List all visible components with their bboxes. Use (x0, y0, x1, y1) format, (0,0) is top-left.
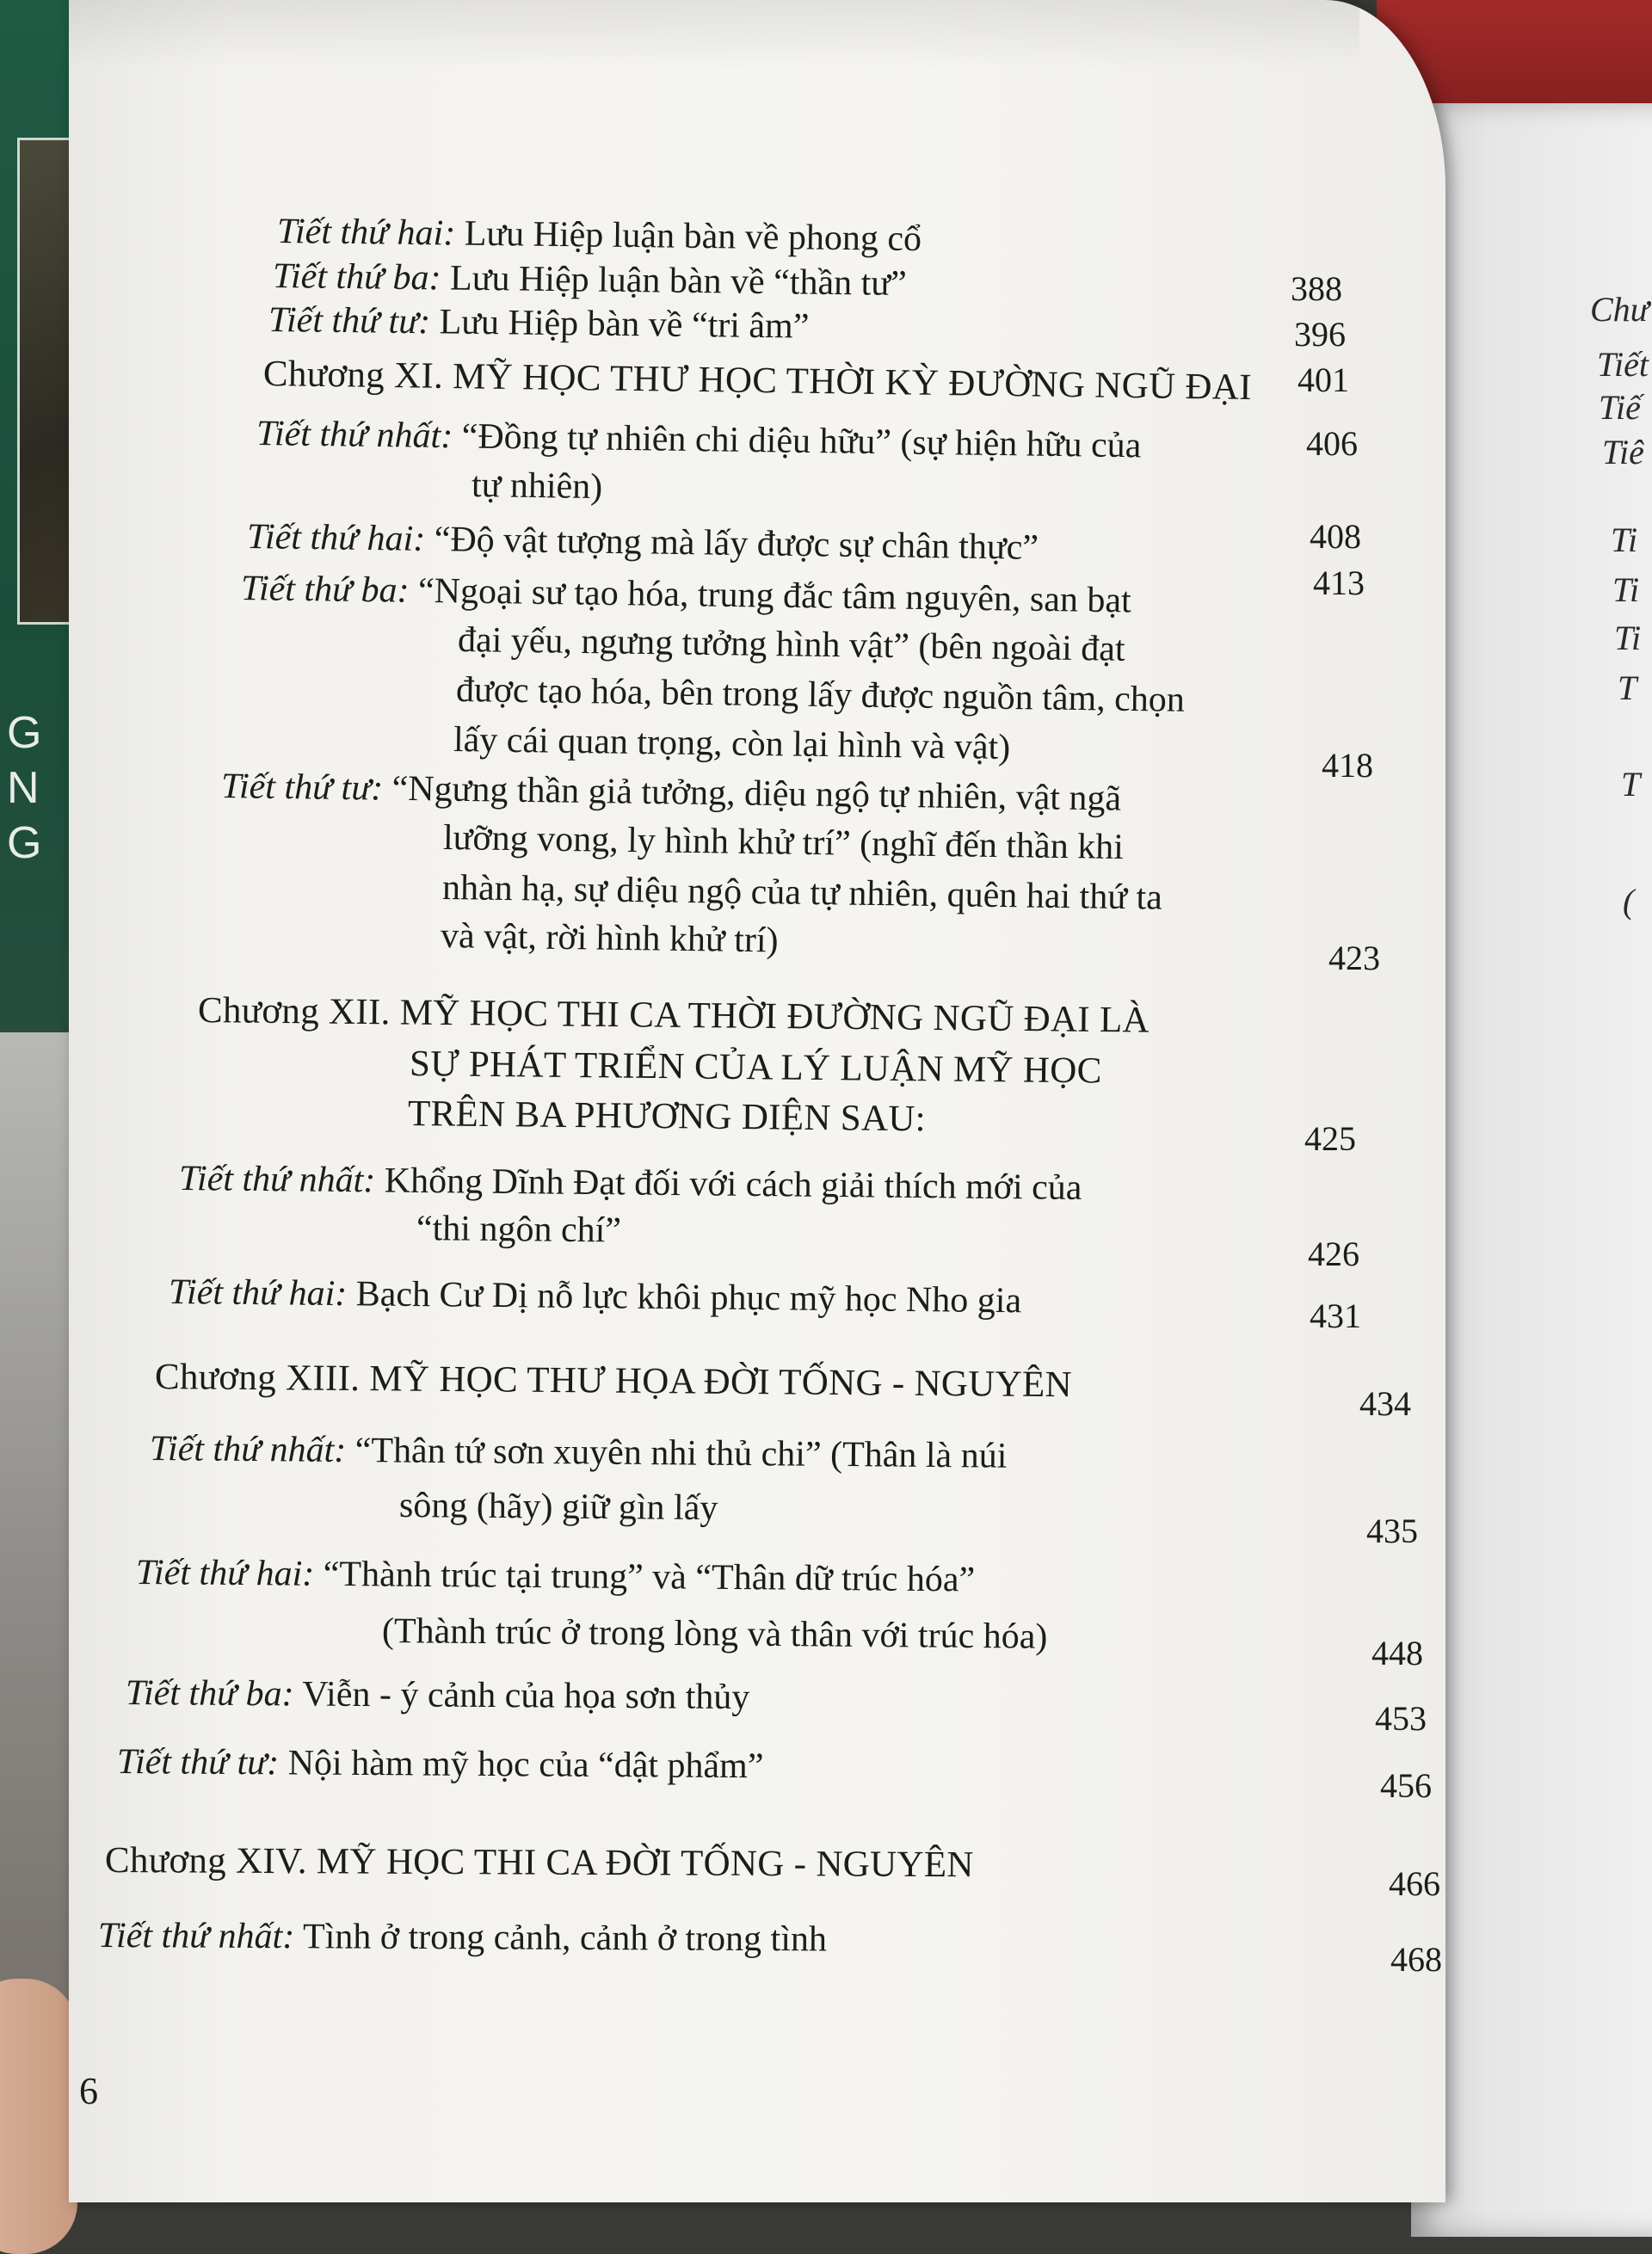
cover-letter: G (7, 708, 42, 758)
entry-page-number: 418 (1322, 746, 1373, 785)
cover-letters (7, 705, 41, 871)
cover-letter: N (7, 763, 40, 813)
entry-prefix: Tiết thứ ba: (240, 569, 410, 611)
toc-entry (126, 1672, 750, 1718)
entry-page-number: 453 (1375, 1699, 1427, 1738)
entry-page-number: 435 (1366, 1512, 1418, 1550)
right-page-fragment: ( (1623, 882, 1635, 921)
entry-title: Viễn - ý cảnh của họa sơn thủy (302, 1674, 750, 1718)
thumb (0, 1979, 77, 2254)
entry-prefix: Tiết thứ tư: (116, 1742, 280, 1783)
entry-page-number: 434 (1359, 1384, 1411, 1423)
entry-page-number: 448 (1372, 1634, 1423, 1672)
entry-prefix: Tiết thứ hai: (246, 517, 426, 559)
toc-chapter (155, 1356, 1072, 1406)
chapter-title: Chương XIV. MỸ HỌC THI CA ĐỜI TỐNG - NGUYÊN (104, 1840, 974, 1886)
entry-prefix: Tiết thứ hai: (135, 1553, 315, 1594)
toc-entry (273, 256, 907, 305)
entry-prefix: Tiết thứ nhất: (178, 1159, 376, 1201)
entry-prefix: Tiết thứ ba: (125, 1673, 294, 1715)
entry-title: “Thân tứ sơn xuyên nhi thủ chi” (Thân là núi (354, 1431, 1008, 1476)
entry-title: Lưu Hiệp luận bàn về phong cổ (464, 213, 922, 260)
cover-letter: G (7, 818, 42, 868)
entry-title: “Ngoại sư tạo hóa, trung đắc tâm nguyên, san bạt (417, 570, 1132, 621)
toc-entry-continuation: được tạo hóa, bên trong lấy được nguồn tâm, chọn (455, 670, 1186, 720)
toc-entry (150, 1428, 1008, 1477)
entry-prefix: Tiết thứ nhất: (97, 1916, 295, 1957)
entry-title: “Đồng tự nhiên chi diệu hữu” (sự hiện hữu của (461, 416, 1142, 466)
right-page-fragment: Tiết (1597, 345, 1649, 384)
entry-title: “Ngưng thần giả tưởng, diệu ngộ tự nhiên, vật ngã (391, 768, 1122, 819)
entry-prefix: Tiết thứ tư: (268, 300, 431, 342)
toc-chapter-continuation: SỰ PHÁT TRIỂN CỦA LÝ LUẬN MỸ HỌC (409, 1044, 1102, 1092)
entry-title: “Độ vật tượng mà lấy được sự chân thực” (434, 520, 1039, 568)
right-page-fragment: T (1621, 765, 1641, 804)
toc-entry-continuation: đại yếu, ngưng tưởng hình vật” (bên ngoài đạt (457, 620, 1125, 669)
toc-entry-continuation: lấy cái quan trọng, còn lại hình và vật) (453, 720, 1011, 768)
chapter-title: Chương XIII. MỸ HỌC THƯ HỌA ĐỜI TỐNG - NGUYÊN (154, 1357, 1073, 1406)
toc-chapter (105, 1839, 974, 1886)
right-page-fragment: Chư (1590, 290, 1649, 329)
right-page-fragment: Ti (1611, 520, 1638, 559)
entry-page-number: 456 (1380, 1766, 1432, 1805)
right-page-fragment: Tiê (1602, 433, 1644, 471)
toc-entry (117, 1741, 764, 1787)
chapter-title: Chương XII. MỸ HỌC THI CA THỜI ĐƯỜNG NGŨ ĐẠI LÀ (197, 990, 1150, 1041)
toc-entry (268, 299, 810, 348)
entry-page-number: 426 (1308, 1235, 1359, 1273)
entry-prefix: Tiết thứ hai: (276, 212, 456, 254)
entry-page-number: 388 (1291, 269, 1342, 308)
entry-page-number: 468 (1390, 1940, 1442, 1979)
right-page-fragment: T (1618, 668, 1637, 707)
page-shadow (69, 0, 1359, 69)
entry-title: Bạch Cư Dị nỗ lực khôi phục mỹ học Nho gia (355, 1274, 1022, 1321)
entry-page-number: 423 (1328, 939, 1380, 977)
toc-entry-continuation: sông (hãy) giữ gìn lấy (398, 1486, 718, 1529)
entry-page-number: 425 (1304, 1119, 1356, 1158)
toc-entry (98, 1915, 827, 1960)
toc-entry (136, 1552, 976, 1601)
page-number: 6 (79, 2070, 98, 2112)
toc-entry-continuation: (Thành trúc ở trong lòng và thân với trúc hóa) (381, 1611, 1048, 1657)
entry-title: Lưu Hiệp luận bàn về “thần tư” (449, 258, 908, 304)
toc-entry (277, 211, 922, 260)
entry-page-number: 408 (1310, 517, 1361, 556)
toc-entry-continuation: và vật, rời hình khử trí) (440, 916, 779, 961)
right-page-fragment: Ti (1612, 570, 1640, 609)
entry-title: Lưu Hiệp bàn về “tri âm” (439, 302, 810, 347)
entry-prefix: Tiết thứ nhất: (256, 414, 453, 457)
entry-page-number: 413 (1313, 564, 1365, 602)
entry-page-number: 396 (1294, 315, 1346, 354)
chapter-title: Chương XI. MỸ HỌC THƯ HỌC THỜI KỲ ĐƯỜNG NGŨ ĐẠI (262, 354, 1253, 409)
entry-prefix: Tiết thứ tư: (220, 767, 384, 809)
toc-entry-continuation: “thi ngôn chí” (416, 1209, 622, 1251)
entry-title: Nội hàm mỹ học của “dật phẩm” (287, 1743, 764, 1787)
entry-prefix: Tiết thứ hai: (168, 1272, 348, 1315)
right-page-fragment: Tiế (1599, 388, 1641, 427)
entry-page-number: 466 (1389, 1864, 1440, 1903)
entry-page-number: 431 (1310, 1296, 1361, 1335)
entry-prefix: Tiết thứ nhất: (149, 1429, 347, 1470)
entry-page-number: 401 (1298, 360, 1349, 399)
toc-entry-continuation: nhàn hạ, sự diệu ngộ của tự nhiên, quên hai thứ ta (441, 868, 1163, 918)
entry-title: “Thành trúc tại trung” và “Thân dữ trúc hóa” (323, 1554, 976, 1600)
toc-entry-continuation: tự nhiên) (471, 465, 603, 508)
toc-chapter-continuation: TRÊN BA PHƯƠNG DIỆN SAU: (407, 1093, 927, 1140)
entry-prefix: Tiết thứ ba: (272, 256, 441, 299)
entry-title: Khổng Dĩnh Đạt đối với cách giải thích mới của (384, 1161, 1082, 1208)
entry-page-number: 406 (1306, 424, 1358, 463)
right-page-fragment: Ti (1614, 619, 1642, 657)
entry-title: Tình ở trong cảnh, cảnh ở trong tình (302, 1917, 828, 1960)
toc-entry-continuation: lưỡng vong, ly hình khử trí” (nghĩ đến thần khi (442, 818, 1125, 868)
